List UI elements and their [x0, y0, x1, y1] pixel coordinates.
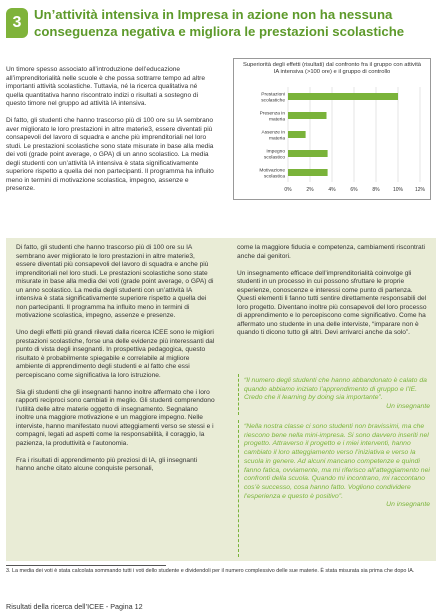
bar [288, 150, 328, 157]
quote-divider [238, 420, 240, 557]
quote-block [244, 423, 430, 510]
category-label: scolastico [263, 155, 285, 161]
body-paragraph: Uno degli effetti più grandi rilevati dalla ricerca ICEE sono le migliori prestazioni scolastiche, forse una delle evidenze più interessanti dal punto di vista degli insegnanti. In prospettiva pedagogica, questo risultato è probabilmente spiegabile e correlabile al migliore ambiente di apprendimento degli studenti e al fatto che essi percepiscano come significativa la loro istruzione. [16, 329, 215, 379]
category-label: scolastiche [261, 98, 285, 104]
x-tick-label: 10% [392, 187, 404, 193]
section-title: Un’attività intensiva in Impresa in azione non ha nessuna conseguenza negativa e migliora le prestazioni scolastiche [34, 7, 405, 39]
page-footer: Risultati della ricerca dell’ICEE - Pagina 12 [6, 602, 143, 611]
bar [288, 131, 306, 138]
quote-author: Un insegnante [386, 501, 430, 509]
footnote: 3. La media dei voti è stata calcolata sommando tutti i voti dello studente e dividendoli per il numero complessivo delle sue materie. È stata misurata sia prima che dopo IA. [6, 568, 415, 574]
category-label: materia [269, 136, 285, 142]
left-column [16, 244, 216, 482]
intro-text [6, 66, 214, 202]
category-label: scolastica [263, 174, 285, 180]
body-paragraph: Fra i risultati di apprendimento più preziosi di IA, gli insegnanti hanno anche citato alcune conquiste personali, [16, 456, 198, 472]
x-tick-label: 8% [372, 187, 380, 193]
body-paragraph: Sia gli studenti che gli insegnanti hanno inoltre affermato che i loro rapporti reciproci sono cambiati in meglio. Gli studenti comprendono l’utilità delle altre materie oggetto di insegnamento. Segnalano inoltre una maggiore motivazione e un maggiore impegno. Nelle interviste, hanno manifestato nuovi atteggiamenti verso se stessi e i compagni, legati ad aspetti come la responsabilità, il coraggio, la pazienza, la produttività e l’autonomia. [16, 388, 215, 447]
x-tick-label: 12% [414, 187, 426, 193]
bar [288, 112, 327, 119]
category-label: Assenze in [261, 130, 285, 136]
bar [288, 93, 398, 100]
chart-box [233, 58, 431, 200]
x-tick-label: 0% [284, 187, 292, 193]
footnote-rule [6, 565, 166, 566]
x-tick-label: 6% [350, 187, 358, 193]
intro-paragraph: Di fatto, gli studenti che hanno trascorso più di 100 ore su IA sembrano aver migliorato le loro prestazioni in altre materie3, essere diventati più consapevoli del lavoro di squadra e anche più imprenditoriali nel loro studi. Le prestazioni scolastiche sono state misurate in base alla media dei voti (grade point average, o GPA) di un anno scolastico. La media degli studenti con un’attività IA intensiva è stata significativamente superiore rispetto a quella dei non partecipanti. Il programma ha influito meno in termini di motivazione scolastica, impegno, assenze e presenze. [6, 117, 214, 192]
x-tick-label: 2% [306, 187, 314, 193]
quote-text: “Nella nostra classe ci sono studenti non bravissimi, ma che riescono bene nella mini-impresa. Si sono davvero inseriti nel progetto. Attraverso il progetto e i miei interventi, hanno cambiato il loro atteggiamento verso l’iniziativa e verso la scuola in genere. Ad alcuni mancano competenze e quindi fanno fatica, ovviamente, ma mi riferisco all’atteggiamento nei confronti della scuola. Quando mi incontrano, mi raccontano cos’è successo, cosa hanno fatto. Vogliono condividere l’esperienza e questo è positivo”. [244, 423, 430, 500]
category-label: Prestazioni [261, 92, 285, 98]
body-paragraph: come la maggiore fiducia e competenza, cambiamenti riscontrati anche dai genitori. [237, 244, 426, 260]
chart-title: Superiorità degli effetti (risultati) dal confronto fra il gruppo con attività IA intensiva (>100 ore) e il gruppo di controllo [242, 62, 422, 75]
category-label: Impegno [266, 149, 285, 155]
bar [288, 169, 328, 176]
quote-block [244, 377, 430, 412]
category-label: Motivazione [259, 168, 285, 174]
x-tick-label: 4% [328, 187, 336, 193]
quote-author: Un insegnante [386, 403, 430, 411]
body-paragraph: Di fatto, gli studenti che hanno trascorso più di 100 ore su IA sembrano aver migliorato le loro prestazioni in altre materie3, essere diventati più consapevoli del lavoro di squadra e anche più imprenditoriali nel loro studi. Le prestazioni scolastiche sono state misurate in base alla media dei voti (grade point average, o GPA) di un anno scolastico. La media degli studenti con un’attività IA intensiva è stata significativamente superiore rispetto a quella dei non partecipanti. Il programma ha influito meno in termini di motivazione scolastica, impegno, assenze e presenze. [16, 244, 214, 319]
body-paragraph: Un insegnamento efficace dell’imprenditorialità coinvolge gli studenti in un processo in cui possono sfruttare le proprie esperienze, conoscenze e interessi come punto di partenza. Questi elementi li fanno tutti sentire direttamente responsabili del loro progetto. Diventano inoltre più consapevoli del loro processo di apprendimento e lo percepiscono come significativo. Come ha affermato uno studente in una delle interviste, “imparare non è quando ti dicono tutto gli altri. Devi arrivarci anche da solo”. [237, 269, 427, 336]
category-label: materia [269, 117, 285, 123]
right-column [237, 244, 429, 346]
quote-text: “Il numero degli studenti che hanno abbandonato è calato da quando abbiamo iniziato l’apprendimento di gruppo e l’IE. Credo che il learning by doing sia importante”. [244, 377, 427, 402]
intro-paragraph: Un timore spesso associato all’introduzione dell’educazione all’imprenditorialità nelle scuole è che possa sottrarre tempo ad altre importanti attività scolastiche. Tuttavia, né la ricerca qualitativa né quella quantitativa hanno riscontrato indizi o risultati a sostegno di questo timore nel gruppo ad attività IA intensiva. [6, 66, 206, 107]
quote-divider [238, 374, 240, 415]
section-header [6, 6, 436, 54]
category-label: Presenza in [259, 111, 285, 117]
bar-chart [234, 59, 430, 199]
section-number-badge: 3 [6, 8, 28, 38]
